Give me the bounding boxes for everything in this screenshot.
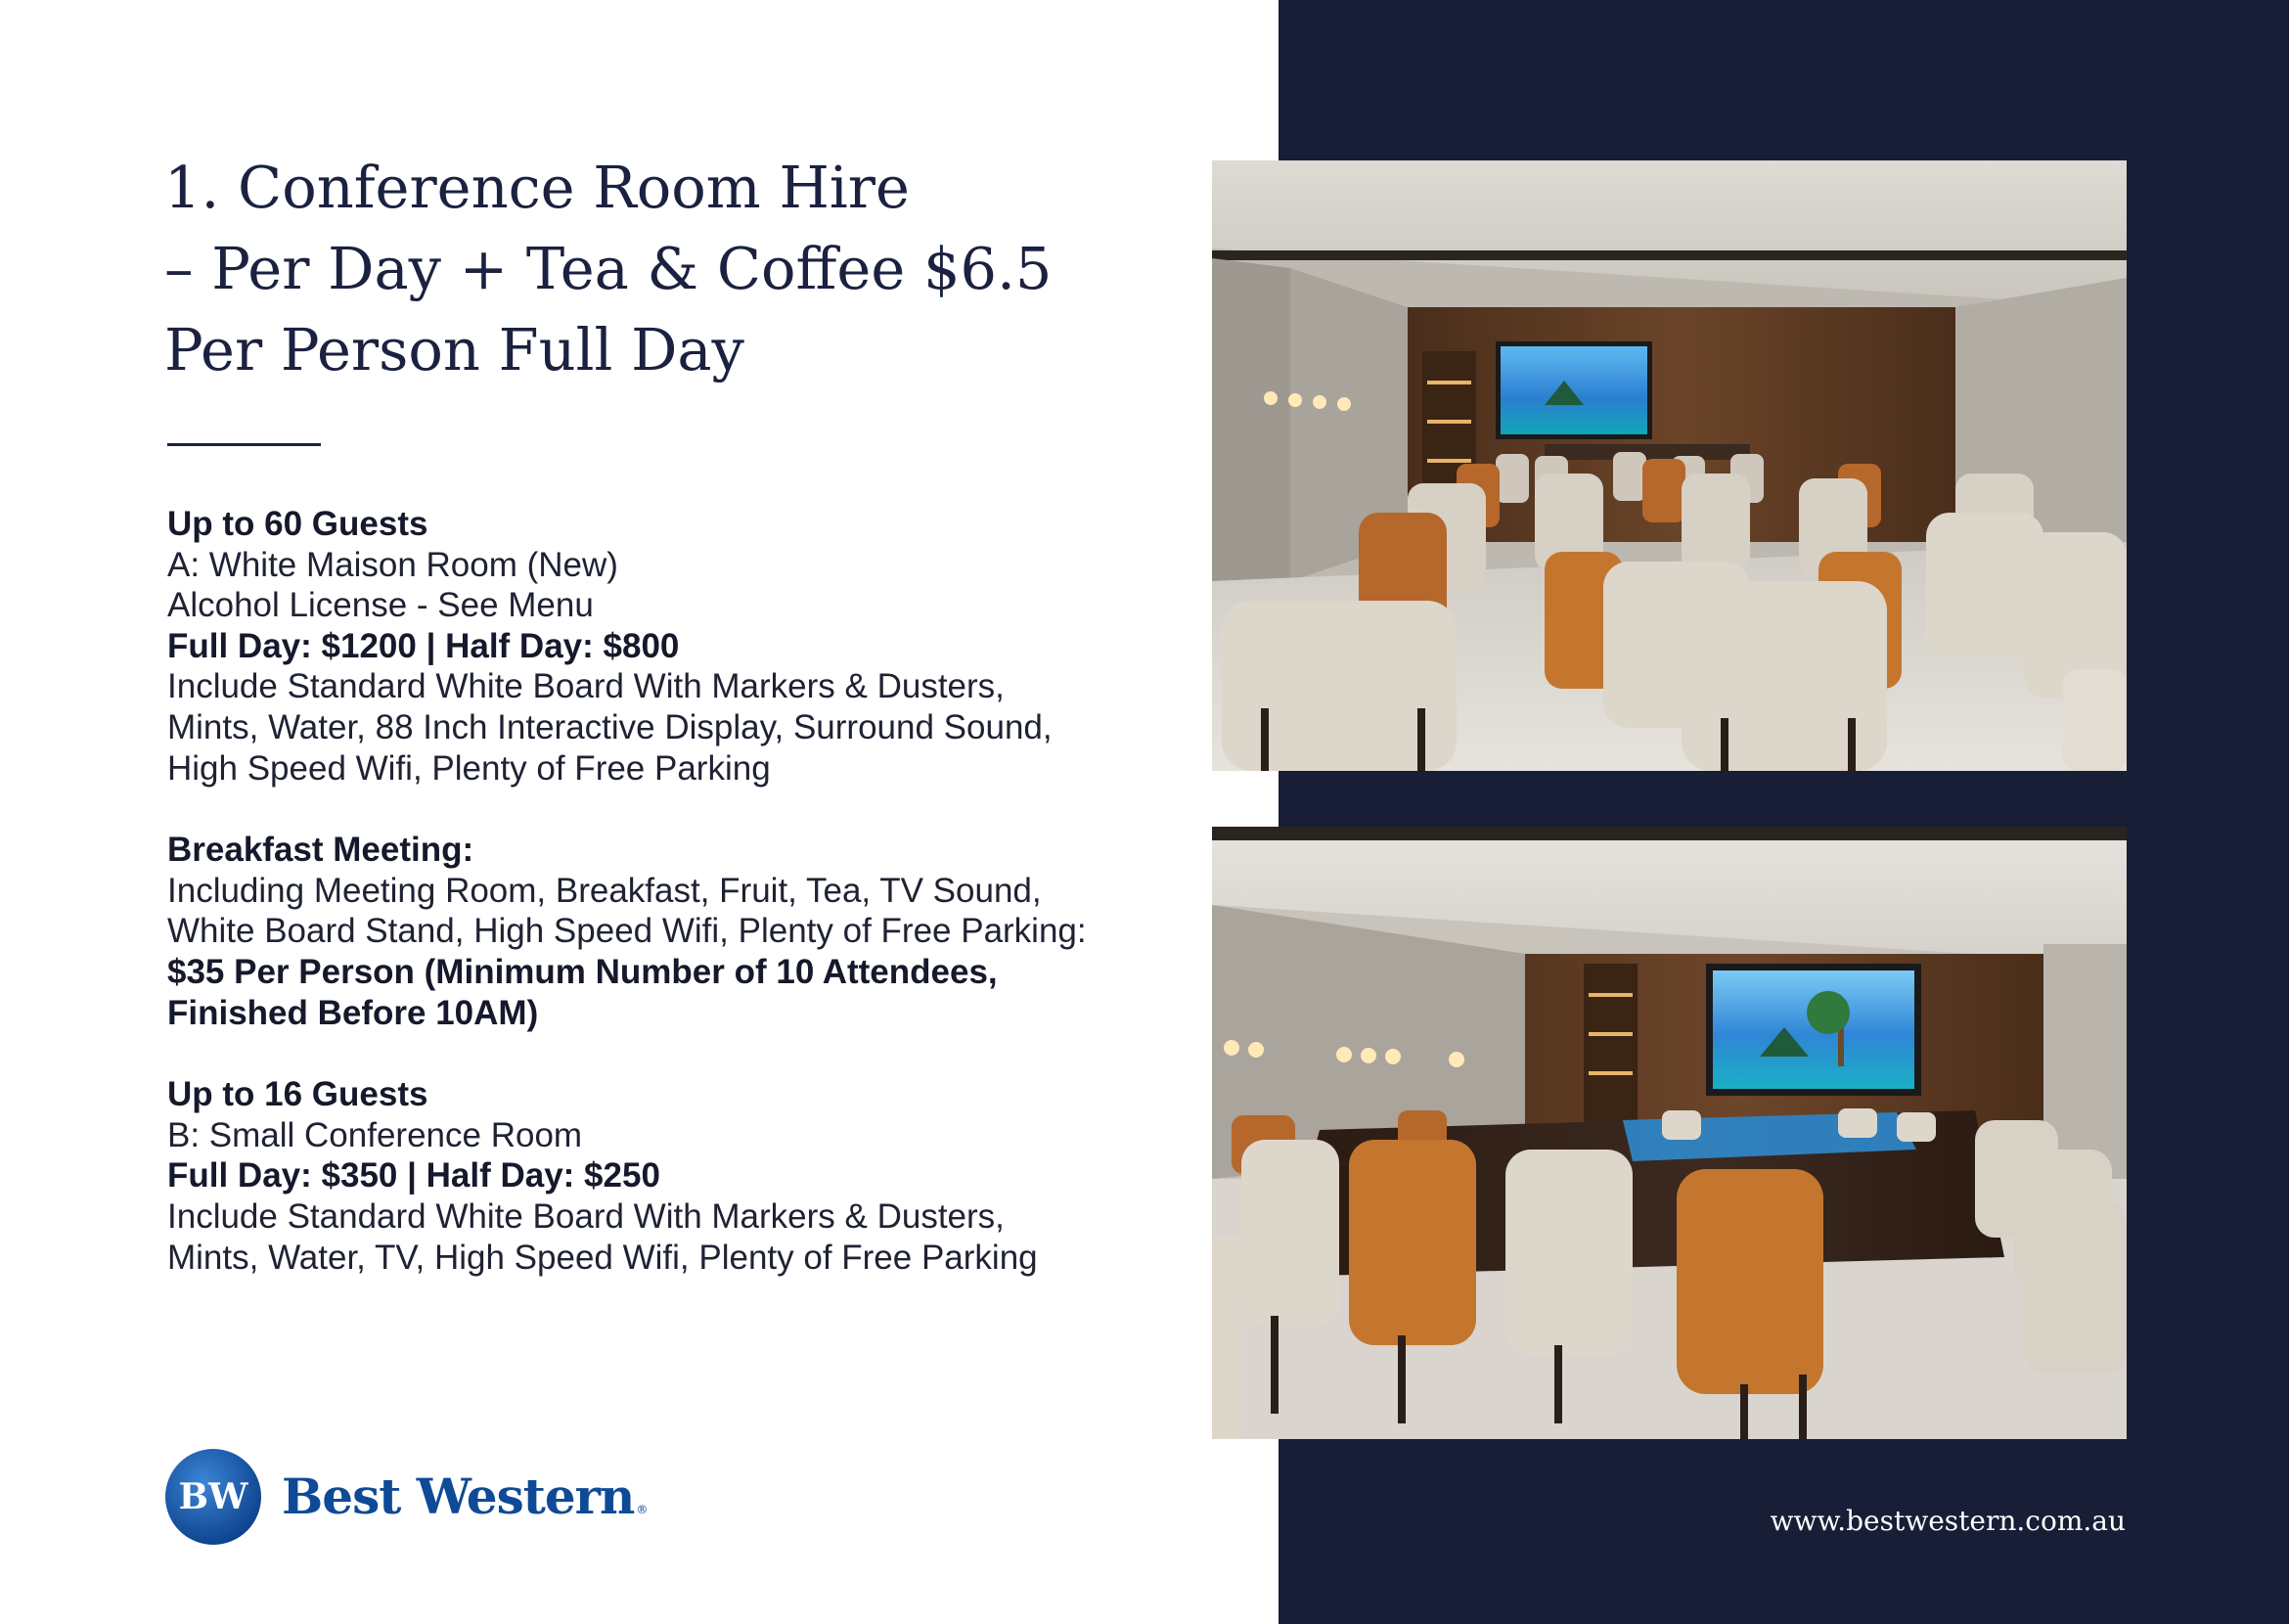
section-heading: Up to 16 Guests (167, 1075, 428, 1114)
section-white-maison (167, 504, 1253, 789)
bw-badge-icon (164, 1448, 262, 1546)
title-line-3: Per Person Full Day (164, 316, 744, 383)
page-title (164, 147, 1143, 390)
website-link[interactable]: www.bestwestern.com.au (1770, 1505, 2126, 1537)
includes-line: Include Standard White Board With Markers & Dusters, (167, 1196, 1005, 1236)
section-heading: Up to 60 Guests (167, 505, 428, 543)
section-heading: Breakfast Meeting: (167, 831, 474, 870)
title-line-1: 1. Conference Room Hire (164, 154, 910, 221)
room-price: Full Day: $350 | Half Day: $250 (167, 1156, 660, 1195)
room-name: A: White Maison Room (New) (167, 545, 618, 584)
title-divider (167, 443, 321, 446)
section-breakfast (167, 830, 1253, 1033)
room-name: B: Small Conference Room (167, 1115, 583, 1154)
includes-line: High Speed Wifi, Plenty of Free Parking (167, 748, 771, 788)
boardroom-photo (1212, 827, 2127, 1439)
best-western-logo (164, 1448, 673, 1546)
room-details (167, 504, 1253, 1319)
title-line-2: – Per Day + Tea & Coffee $6.5 (164, 235, 1053, 302)
license-note: Alcohol License - See Menu (167, 586, 594, 625)
breakfast-price: Finished Before 10AM) (167, 993, 539, 1032)
breakfast-price: $35 Per Person (Minimum Number of 10 Attendees, (167, 952, 998, 991)
brand-name-text: Best Western (282, 1467, 635, 1525)
brand-name (282, 1467, 647, 1525)
room-price: Full Day: $1200 | Half Day: $800 (167, 626, 680, 665)
conference-room-photo (1212, 160, 2127, 771)
registered-mark: ® (636, 1503, 648, 1516)
includes-line: Mints, Water, 88 Inch Interactive Display, Surround Sound, (167, 707, 1053, 746)
includes-line: Mints, Water, TV, High Speed Wifi, Plenty of Free Parking (167, 1238, 1038, 1277)
includes-line: White Board Stand, High Speed Wifi, Plenty of Free Parking: (167, 912, 1087, 951)
includes-line: Including Meeting Room, Breakfast, Fruit, Tea, TV Sound, (167, 871, 1042, 910)
includes-line: Include Standard White Board With Markers & Dusters, (167, 667, 1005, 706)
section-small-room (167, 1074, 1253, 1278)
svg-text:BW: BW (178, 1476, 248, 1517)
